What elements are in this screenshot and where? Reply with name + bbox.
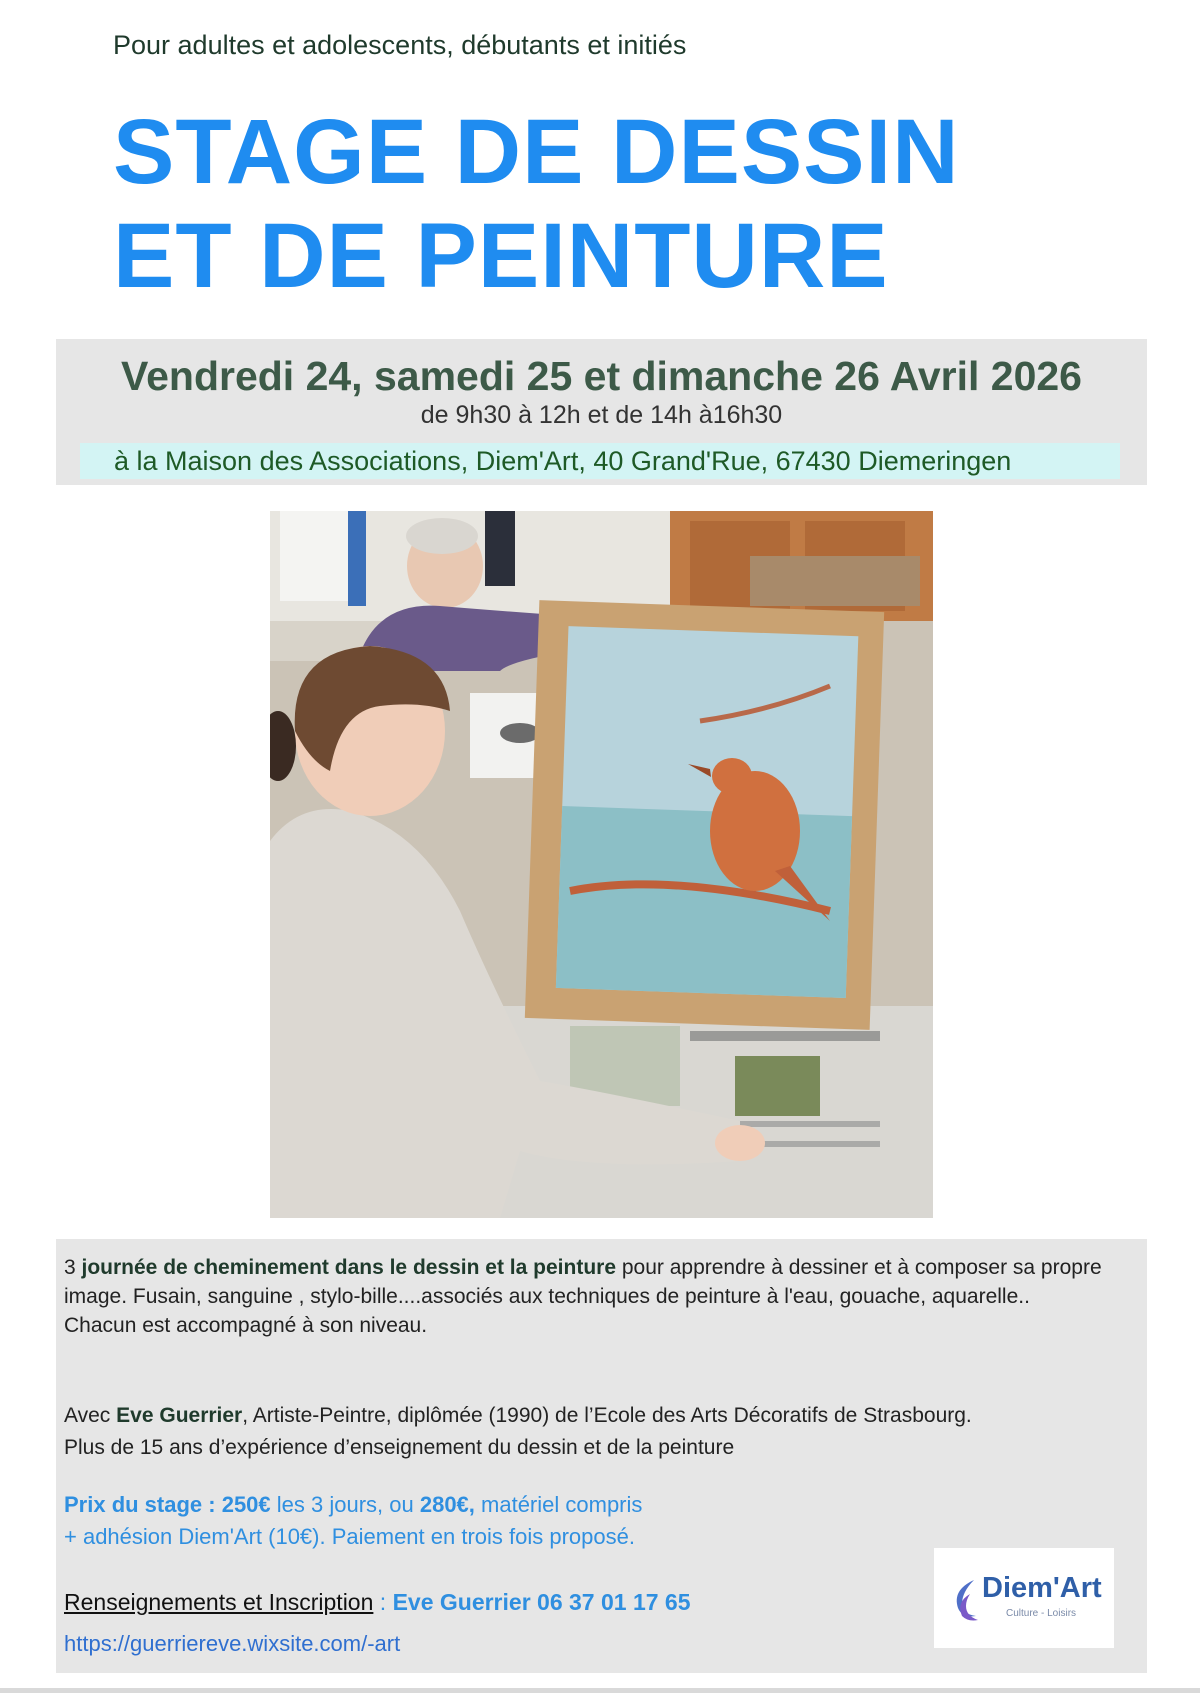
- description-highlight: journée de cheminement dans le dessin et la peinture: [81, 1256, 617, 1279]
- instructor-prefix: Avec: [64, 1404, 117, 1427]
- price-membership: + adhésion Diem'Art (10€). Paiement en trois fois proposé.: [64, 1524, 635, 1549]
- pricing-block: [64, 1489, 944, 1553]
- workshop-photo-illustration: [270, 511, 933, 1218]
- price-duration: les 3 jours, ou: [270, 1492, 420, 1517]
- description-paragraph: [64, 1253, 1144, 1340]
- logo-tagline: Culture - Loisirs: [1006, 1608, 1077, 1619]
- contact-label: Renseignements et Inscription: [64, 1589, 374, 1615]
- diemart-logo: [934, 1548, 1114, 1648]
- price-label: Prix du stage : 250€: [64, 1492, 271, 1517]
- price-alt: 280€,: [419, 1492, 475, 1517]
- instructor-paragraph: [64, 1401, 1144, 1430]
- poster-title-line-1: STAGE DE DESSIN: [113, 101, 960, 203]
- poster-title: [113, 100, 960, 308]
- contact-separator: :: [373, 1589, 393, 1615]
- poster-subtitle: Pour adultes et adolescents, débutants et initiés: [113, 30, 687, 60]
- event-dates: Vendredi 24, samedi 25 et dimanche 26 Avril 2026: [121, 353, 1082, 399]
- price-materials: matériel compris: [474, 1492, 643, 1517]
- description-prefix: 3: [64, 1256, 82, 1279]
- event-hours: de 9h30 à 12h et de 14h à16h30: [420, 401, 783, 429]
- poster-title-line-2: ET DE PEINTURE: [113, 205, 889, 307]
- info-panel: [56, 1239, 1147, 1673]
- instructor-credentials: , Artiste-Peintre, diplômée (1990) de l’Ecole des Arts Décoratifs de Strasbourg.: [242, 1404, 972, 1427]
- logo-name: Diem'Art: [982, 1572, 1102, 1604]
- description-level-note: Chacun est accompagné à son niveau.: [64, 1314, 428, 1337]
- event-address: à la Maison des Associations, Diem'Art, 40 Grand'Rue, 67430 Diemeringen: [80, 443, 1120, 479]
- website-link[interactable]: https://guerriereve.wixsite.com/-art: [64, 1631, 401, 1656]
- description-body: pour apprendre à dessiner et à composer sa propre image. Fusain, sanguine , stylo-bille....associés aux techniques de peinture à l'eau, gouache, aquarelle..: [64, 1256, 1102, 1308]
- workshop-photo: [270, 511, 933, 1218]
- experience-paragraph: Plus de 15 ans d’expérience d’enseignement du dessin et de la peinture: [64, 1436, 735, 1459]
- bottom-divider: [0, 1688, 1200, 1693]
- instructor-name: Eve Guerrier: [116, 1404, 243, 1427]
- contact-details: Eve Guerrier 06 37 01 17 65: [392, 1589, 691, 1615]
- date-panel: [56, 339, 1147, 485]
- contact-line: [64, 1589, 691, 1616]
- swirl-icon: [948, 1576, 982, 1626]
